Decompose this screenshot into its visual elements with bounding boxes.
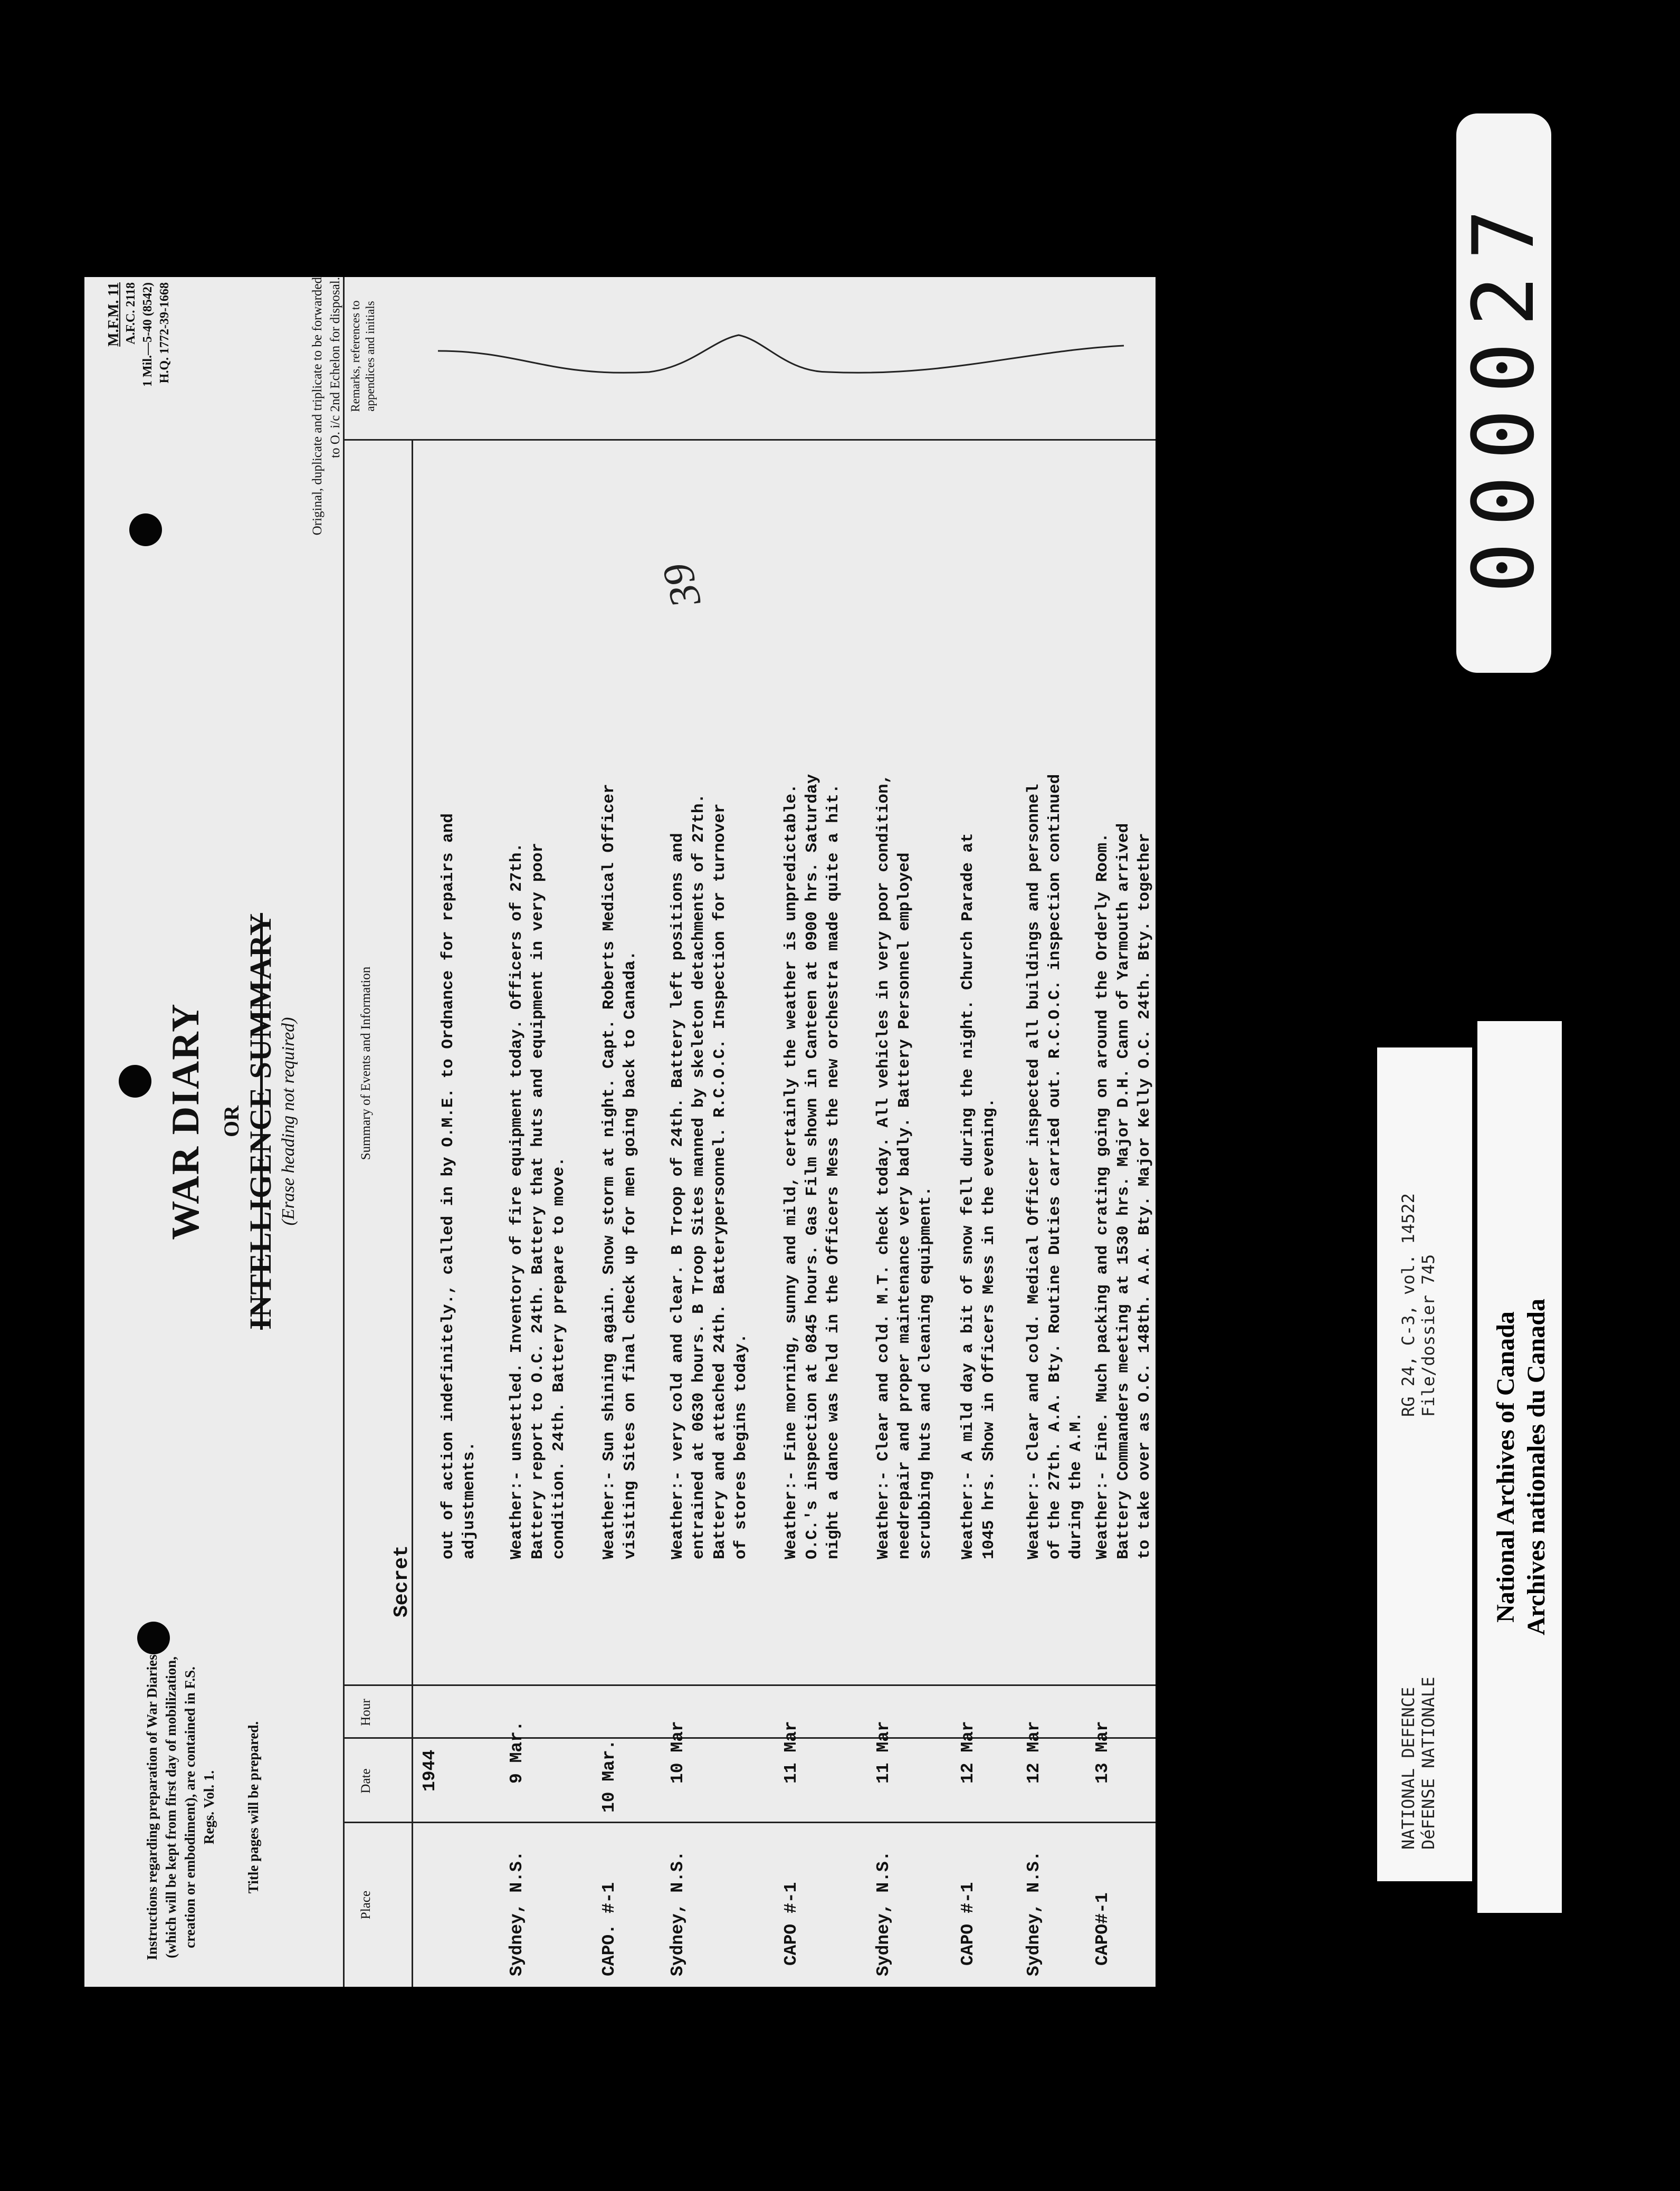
page-title: WAR DIARY <box>164 1003 207 1240</box>
pencil-annotation: 39 <box>652 558 711 613</box>
entry-line: condition. 24th. Battery prepare to move. <box>550 1157 568 1559</box>
record-reference: RG 24, C-3, vol. 14522 <box>1398 1193 1418 1417</box>
column-rule <box>343 439 1156 441</box>
form-number-line: A.F.C. 2118 <box>124 282 138 345</box>
table-top-rule <box>343 277 345 1987</box>
entry-place: Sydney, N.S. <box>874 1851 893 1976</box>
archives-name-en: National Archives of Canada <box>1492 1311 1520 1623</box>
form-number-line: H.Q. 1772-39-1668 <box>158 282 171 384</box>
entry-line: of the 27th. A.A. Bty. Routine Duties carried out. R.C.O.C. inspection continued <box>1046 774 1064 1559</box>
entry-date: 10 Mar <box>668 1721 688 1784</box>
entry-date: 10 Mar. <box>599 1739 619 1813</box>
archives-name-fr: Archives nationales du Canada <box>1522 1299 1550 1635</box>
archives-label <box>1477 1021 1562 1913</box>
title-pages-note: Title pages will be prepared. <box>245 1721 261 1894</box>
frame-number: 000027 <box>1454 193 1553 593</box>
entry-place: CAPO. #-1 <box>599 1882 619 1976</box>
punch-hole <box>137 1622 170 1654</box>
entry-date: 12 Mar <box>958 1721 978 1784</box>
column-rule <box>343 1684 1156 1686</box>
reference-label-content <box>1377 1047 1472 1881</box>
column-header-place: Place <box>359 1890 373 1920</box>
continuation-line: out of action indefinitely., called in by O.M.E. to Ordnance for repairs and <box>439 813 457 1559</box>
entry-place: CAPO #-1 <box>958 1882 978 1966</box>
title-or: OR <box>219 1106 243 1137</box>
entry-line: Weather:- Clear and cold. M.T. check today. All vehicles in very poor condition, <box>874 774 893 1559</box>
entry-line: Weather:- Clear and cold. Medical Officer inspected all buildings and personnel <box>1025 784 1043 1559</box>
entry-place: Sydney, N.S. <box>668 1851 688 1976</box>
department-name: NATIONAL DEFENCE <box>1398 1687 1418 1850</box>
instructions-note: Instructions regarding preparation of War Diaries (which will be kept from first day of mobilization, creation or embodiment), are contained in F.S. Regs. Vol. 1. <box>144 1654 217 1960</box>
reference-label <box>1377 1047 1472 1881</box>
entry-line: entrained at 0630 hours. B Troop Sites manned by skeleton detachments of 27th. <box>690 793 708 1559</box>
column-header-hour: Hour <box>359 1699 373 1726</box>
intelligence-summary-heading: INTELLIGENCE SUMMARY <box>243 913 278 1330</box>
entry-line: needrepair and proper maintenance very badly. Battery Personnel employed <box>895 852 914 1559</box>
entry-line: visiting Sites on final check up for men going back to Canada. <box>621 950 639 1559</box>
continuation-line: adjustments. <box>460 1441 479 1559</box>
entry-place: Sydney, N.S. <box>1024 1851 1044 1976</box>
entry-line: Weather:- A mild day a bit of snow fell during the night. Church Parade at <box>959 833 977 1559</box>
forwarding-note <box>309 277 345 931</box>
forwarding-note-line: Original, duplicate and triplicate to be forwarded <box>310 277 324 536</box>
entry-line: scrubbing huts and cleaning equipment. <box>917 1186 935 1559</box>
forwarding-note-line: to O. i/c 2nd Echelon for disposal. <box>328 277 342 458</box>
entry-line: Weather:- very cold and clear. B Troop of 24th. Battery left positions and <box>669 833 687 1559</box>
frame-number-label <box>1456 113 1551 673</box>
entry-line: of stores begins today. <box>732 1333 750 1559</box>
classification-label: Secret <box>390 1545 413 1617</box>
entry-line: Weather:- unsettled. Inventory of fire equipment today. Officers of 27th. <box>508 842 526 1559</box>
entry-place: CAPO #-1 <box>781 1882 801 1966</box>
entry-line: Weather:- Fine morning, sunny and mild, certainly the weather is unpredictable. <box>782 784 800 1559</box>
entry-date: 11 Mar <box>781 1721 801 1784</box>
form-number-line: 1 Mil.—5-40 (8542) <box>141 282 155 387</box>
column-header-date: Date <box>359 1768 373 1794</box>
entry-date: 11 Mar <box>874 1721 893 1784</box>
column-header-remarks: Remarks, references to appendices and initials <box>349 300 377 412</box>
archives-label-content <box>1477 1021 1562 1913</box>
entry-line: Battery and attached 24th. Batterypersonnel. R.C.O.C. Inspection for turnover <box>711 803 729 1559</box>
year-label: 1944 <box>420 1749 440 1792</box>
entry-date: 13 Mar <box>1093 1721 1112 1784</box>
entry-line: O.C.'s inspection at 0845 hours. Gas Film shown in Canteen at 0900 hrs. Saturday <box>803 774 822 1559</box>
department-name: DéFENSE NATIONALE <box>1418 1676 1438 1850</box>
column-header-summary: Summary of Events and Information <box>359 966 373 1160</box>
entry-place: Sydney, N.S. <box>507 1851 527 1976</box>
punch-hole <box>119 1065 151 1098</box>
record-reference: File/dossier 745 <box>1418 1254 1438 1417</box>
punch-hole <box>129 513 162 546</box>
entry-line: 1045 hrs. Show in Officers Mess in the evening. <box>980 1098 998 1559</box>
remarks-bracket <box>417 282 1145 430</box>
entry-line: to take over as O.C. 148th. A.A. Bty. Major Kelly O.C. 24th. Bty. together <box>1135 833 1154 1559</box>
entry-date: 12 Mar <box>1024 1721 1044 1784</box>
war-diary-sheet <box>84 277 1156 1987</box>
form-number <box>106 282 173 441</box>
entry-place: CAPO#-1 <box>1093 1892 1112 1966</box>
war-diary-form <box>84 277 1156 1987</box>
entry-line: night a dance was held in the Officers Mess the new orchestra made quite a hit. <box>824 784 843 1559</box>
entry-line: Weather:- Fine. Much packing and crating going on around the Orderly Room. <box>1093 833 1112 1559</box>
header-bottom-rule <box>412 441 413 1987</box>
entry-date: 9 Mar. <box>507 1721 527 1784</box>
entry-line: Weather:- Sun shining again. Snow storm at night. Capt. Roberts Medical Officer <box>600 784 618 1559</box>
erase-heading-note: (Erase heading not required) <box>279 1017 298 1226</box>
column-rule <box>343 1822 1156 1823</box>
entry-line: Battery Commanders meeting at 1530 hrs. Major D.H. Cann of Yarmouth arrived <box>1114 823 1133 1559</box>
entry-line: during the A.M. <box>1067 1412 1085 1559</box>
entry-line: Battery report to O.C. 24th. Battery that huts and equipment in very poor <box>529 842 547 1559</box>
form-number-line: M.F.M. 11 <box>106 282 122 347</box>
